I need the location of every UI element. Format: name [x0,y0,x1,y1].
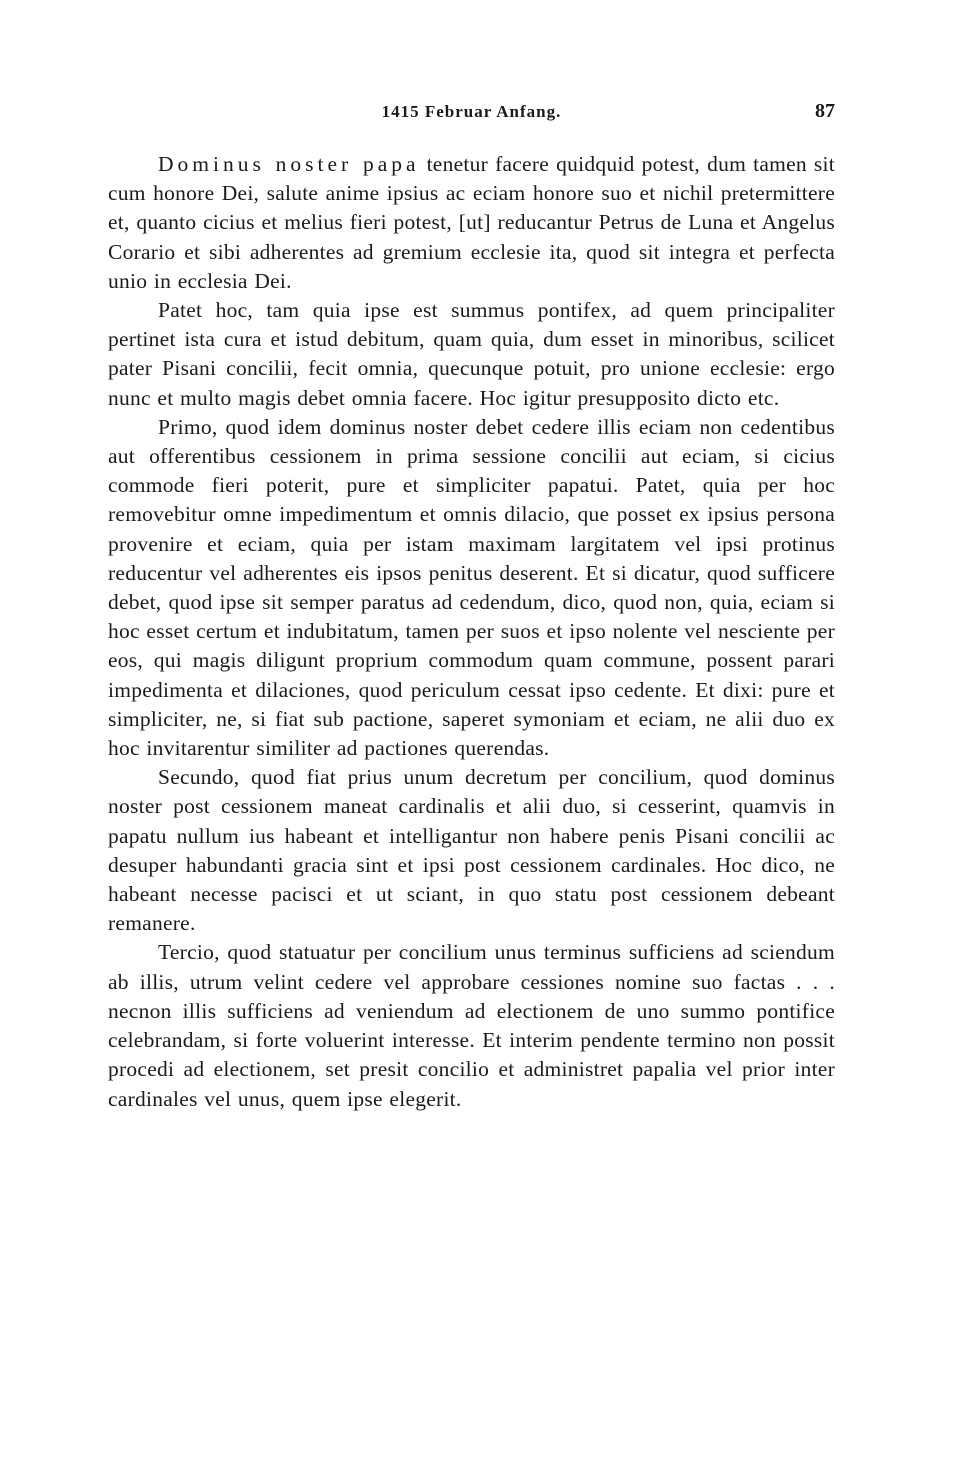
paragraph-1 [108,150,835,296]
paragraph-3: Primo, quod idem dominus noster debet cedere illis eciam non cedentibus aut offerentibus cessionem in prima sessione concilii aut eciam, si cicius commode fieri poterit, pure et simpliciter papatui. Patet, quia per hoc removebitur omne impedimentum et omnis dilacio, que posset ex ipsius persona provenire et eciam, quia per istam maximam largitatem vel ipsi protinus reducentur vel adherentes eis ipsos penitus deserent. Et si dicatur, quod sufficere debet, quod ipse sit semper paratus ad cedendum, dico, quod non, quia, eciam si hoc esset certum et indubitatum, tamen per suos et ipso nolente vel nesciente per eos, qui magis diligunt proprium commodum quam commune, possent parari impedimenta et dilaciones, quod periculum cessat ipso cedente. Et dixi: pure et simpliciter, ne, si fiat sub pactione, saperet symoniam et eciam, ne alii duo ex hoc invitarentur similiter ad pactiones querendas. [108,414,836,761]
page-number: 87 [815,100,835,122]
paragraph-4: Secundo, quod fiat prius unum decretum per concilium, quod dominus noster post cessionem maneat cardinalis et alii duo, si cesserint, quamvis in papatu nullum ius habeant et intelligantur non habere penis Pisani concilii ac desuper habundanti gracia sint et ipsi post cessionem cardinales. Hoc dico, ne habeant necesse pacisci et ut sciant, in quo statu post cessionem debeant remanere. [108,765,835,936]
paragraph-text: tenetur facere quidquid potest, dum tamen sit cum honore Dei, salute anime ipsius ac eciam honore suo et nichil pretermittere et, quanto cicius et melius fieri potest, [ut] reducantur Petrus de Luna et Angelus Corario et sibi adherentes ad gremium ecclesie ita, quod sit integra et perfecta unio in ecclesia Dei. [108,152,835,293]
body-text [108,150,835,1114]
paragraph-5: Tercio, quod statuatur per concilium unus terminus sufficiens ad sciendum ab illis, utrum velint cedere vel approbare cessiones nomine suo factas . . . necnon illis sufficiens ad veniendum ad electionem de uno summo pontifice celebrandam, si forte voluerint interesse. Et interim pendente termino non possit procedi ad electionem, set presit concilio et administret papalia vel prior inter cardinales vel unus, quem ipse elegerit. [108,940,835,1111]
paragraph-2: Patet hoc, tam quia ipse est summus pontifex, ad quem principaliter pertinet ista cura et istud debitum, quam quia, dum esset in minoribus, scilicet pater Pisani concilii, fecit omnia, quecunque potuit, pro unione ecclesie: ergo nunc et multo magis debet omnia facere. Hoc igitur presupposito dicto etc. [108,298,835,410]
running-header [108,96,835,132]
page [108,96,835,1114]
running-title: 1415 Februar Anfang. [381,102,562,121]
paragraph-lead: Dominus noster papa [158,152,420,176]
